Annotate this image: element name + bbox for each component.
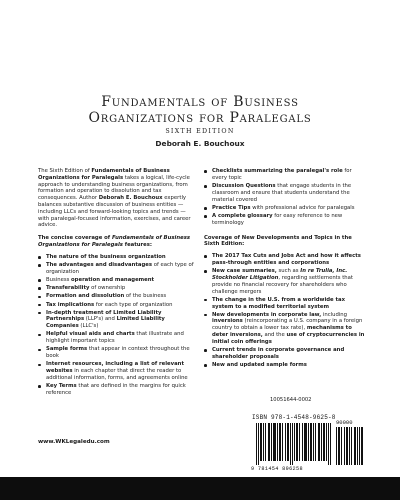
list-item: Transferability of ownership	[38, 285, 198, 292]
barcode-digits: 9 781454 896258	[251, 466, 303, 472]
list-item: A complete glossary for easy reference to new terminology	[204, 213, 366, 227]
right-column	[204, 168, 366, 377]
tools-list	[204, 168, 366, 227]
list-item: Internet resources, including a list of relevant websites in each chapter that direct the reader to additional information, forms, and agreements online	[38, 361, 198, 381]
cover-art-strip	[0, 0, 400, 77]
intro-paragraph: The Sixth Edition of Fundamentals of Business Organizations for Paralegals takes a logical, life-cycle approach to understanding business organizations, from formation and operation to dissolution and tax consequences. Author Deborah E. Bouchoux expertly balances substantive discussion of business entities — including LLCs and forward-looking topics and trends — with paralegal-focused information, exercises, and career advice.	[38, 168, 191, 229]
left-column	[38, 168, 198, 405]
title-line-1: Fundamentals of Business	[101, 94, 299, 110]
list-item: The 2017 Tax Cuts and Jobs Act and how it affects pass-through entities and corporations	[204, 253, 366, 267]
edition-label: SIXTH EDITION	[165, 128, 235, 135]
list-item: Checklists summarizing the paralegal's role for every topic	[204, 168, 366, 182]
new-developments-list	[204, 253, 366, 369]
list-item: The change in the U.S. from a worldwide tax system to a modified territorial system	[204, 297, 366, 311]
list-item: Discussion Questions that engage students in the classroom and ensure that students understand the material covered	[204, 183, 366, 203]
list-item: Key Terms that are defined in the margins for quick reference	[38, 383, 198, 397]
list-item: Sample forms that appear in context throughout the book	[38, 346, 198, 360]
coverage-heading: Coverage of New Developments and Topics in the Sixth Edition:	[204, 234, 352, 248]
list-item: New case summaries, such as In re Trulia, Inc. Stockholder Litigation, regarding settlements that provide no financial recovery for shareholders who challenge mergers	[204, 268, 366, 295]
bottom-band	[0, 477, 400, 500]
isbn-barcode	[256, 423, 332, 465]
barcode-area	[250, 413, 368, 475]
list-item: Practice Tips with professional advice for paralegals	[204, 205, 366, 212]
publisher-website[interactable]: www.WKLegaledu.com	[38, 439, 110, 445]
addon-number: 90000	[336, 419, 353, 426]
features-heading: The concise coverage of Fundamentals of Business Organizations for Paralegals features:	[38, 235, 191, 248]
list-item: Business operation and management	[38, 277, 198, 284]
list-item: The nature of the business organization	[38, 254, 198, 261]
list-item: Helpful visual aids and charts that illustrate and highlight important topics	[38, 331, 198, 345]
list-item: In-depth treatment of Limited Liability Partnerships (LLP's) and Limited Liability Companies (LLC's)	[38, 310, 198, 330]
list-item: Formation and dissolution of the business	[38, 293, 198, 300]
list-item: The advantages and disadvantages of each type of organization	[38, 262, 198, 276]
item-code: 10051644-0002	[270, 397, 312, 403]
author-name: Deborah E. Bouchoux	[155, 139, 245, 148]
list-item: New developments in corporate law, including inversions (reincorporating a U.S. company in a foreign country to obtain a lower tax rate), mechanisms to deter inversions, and the use of cryptocurrencies in initial coin offerings	[204, 312, 366, 346]
title-line-2: Organizations for Paralegals	[88, 109, 312, 126]
book-title	[0, 95, 400, 126]
list-item: Tax implications for each type of organization	[38, 302, 198, 309]
list-item: New and updated sample forms	[204, 362, 366, 369]
list-item: Current trends in corporate governance and shareholder proposals	[204, 347, 366, 361]
addon-barcode	[336, 427, 364, 465]
features-list	[38, 254, 198, 397]
isbn-label: ISBN 978-1-4548-9625-8	[252, 414, 336, 421]
